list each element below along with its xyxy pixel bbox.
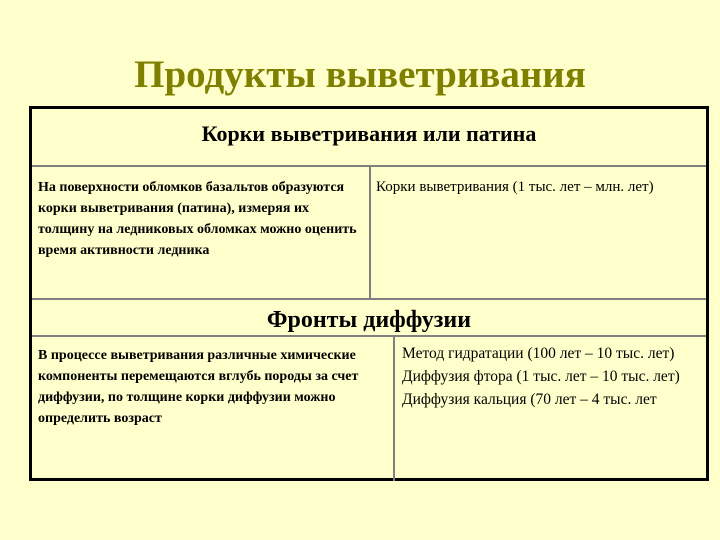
crusts-age-range: Корки выветривания (1 тыс. лет – млн. лет) xyxy=(376,179,654,195)
slide-title: Продукты выветривания xyxy=(134,53,586,96)
diffusion-description: В процессе выветривания различные химические компоненты перемещаются вглубь породы за счет диффузии, по толщине корки диффузии можно определить возраст xyxy=(38,348,359,426)
diffusion-methods-list xyxy=(396,342,708,411)
method-hydration: Метод гидратации (100 лет – 10 тыс. лет) xyxy=(402,345,675,362)
crusts-description: На поверхности обломков базальтов образуются корки выветривания (патина), измеряя их толщину на ледниковых обломках можно оценить время активности ледника xyxy=(38,180,357,258)
column-divider xyxy=(393,337,395,481)
method-calcium: Диффузия кальция (70 лет – 4 тыс. лет xyxy=(402,391,657,408)
method-fluorine: Диффузия фтора (1 тыс. лет – 10 тыс. лет) xyxy=(402,368,680,385)
section-heading-diffusion: Фронты диффузии xyxy=(32,298,706,337)
section-heading-crusts: Корки выветривания или патина xyxy=(32,109,706,167)
content-table xyxy=(29,106,709,481)
